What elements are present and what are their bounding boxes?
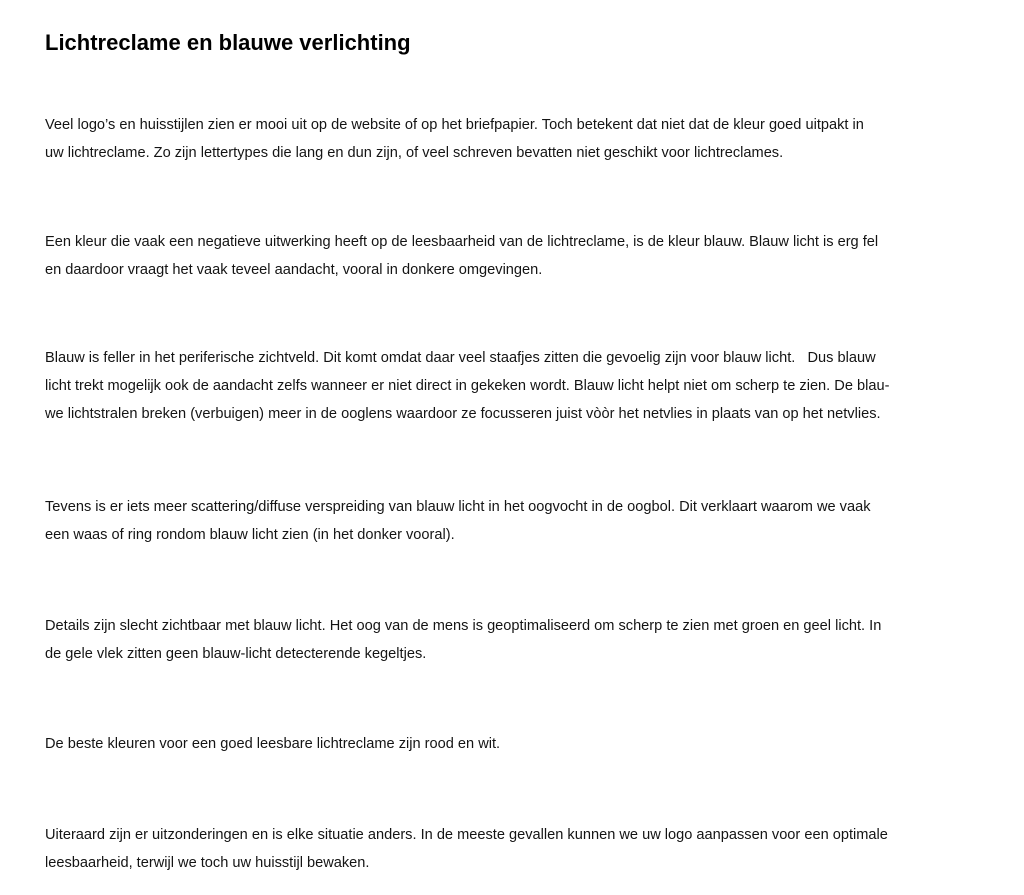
paragraph-line: uw lichtreclame. Zo zijn lettertypes die lang en dun zijn, of veel schreven bevatten niet geschikt voor lichtreclames. bbox=[45, 145, 784, 161]
paragraph bbox=[45, 821, 990, 877]
paragraph-line: een waas of ring rondom blauw licht zien (in het donker vooral). bbox=[45, 527, 455, 543]
paragraph bbox=[45, 493, 990, 549]
paragraph-line: we lichtstralen breken (verbuigen) meer in de ooglens waardoor ze focusseren juist vòòr het netvlies in plaats van op het netvlies. bbox=[45, 406, 881, 422]
page-title: Lichtreclame en blauwe verlichting bbox=[45, 30, 411, 55]
paragraph-line: en daardoor vraagt het vaak teveel aandacht, vooral in donkere omgevingen. bbox=[45, 262, 543, 278]
paragraph-line: Details zijn slecht zichtbaar met blauw licht. Het oog van de mens is geoptimaliseerd om scherp te zien met groen en geel licht. In bbox=[45, 618, 882, 634]
paragraph-line: Een kleur die vaak een negatieve uitwerking heeft op de leesbaarheid van de lichtreclame, is de kleur blauw. Blauw licht is erg fel bbox=[45, 234, 879, 250]
paragraph-line: Blauw is feller in het periferische zichtveld. Dit komt omdat daar veel staafjes zitten die gevoelig zijn voor blauw licht. Dus blauw bbox=[45, 350, 876, 366]
paragraph-line: Veel logo’s en huisstijlen zien er mooi uit op de website of op het briefpapier. Toch betekent dat niet dat de kleur goed uitpakt in bbox=[45, 117, 864, 133]
paragraph-line: de gele vlek zitten geen blauw-licht detecterende kegeltjes. bbox=[45, 646, 427, 662]
paragraph-line: De beste kleuren voor een goed leesbare lichtreclame zijn rood en wit. bbox=[45, 736, 501, 752]
paragraph bbox=[45, 730, 990, 758]
paragraph-line: leesbaarheid, terwijl we toch uw huisstijl bewaken. bbox=[45, 855, 370, 871]
paragraph-line: licht trekt mogelijk ook de aandacht zelfs wanneer er niet direct in gekeken wordt. Blauw licht helpt niet om scherp te zien. De blau- bbox=[45, 378, 890, 394]
paragraph-line: Uiteraard zijn er uitzonderingen en is elke situatie anders. In de meeste gevallen kunnen we uw logo aanpassen voor een optimale bbox=[45, 827, 888, 843]
paragraph bbox=[45, 612, 990, 668]
paragraph bbox=[45, 111, 990, 167]
paragraph-line: Tevens is er iets meer scattering/diffuse verspreiding van blauw licht in het oogvocht in de oogbol. Dit verklaart waarom we vaak bbox=[45, 499, 871, 515]
paragraph bbox=[45, 228, 990, 284]
paragraph bbox=[45, 344, 990, 428]
